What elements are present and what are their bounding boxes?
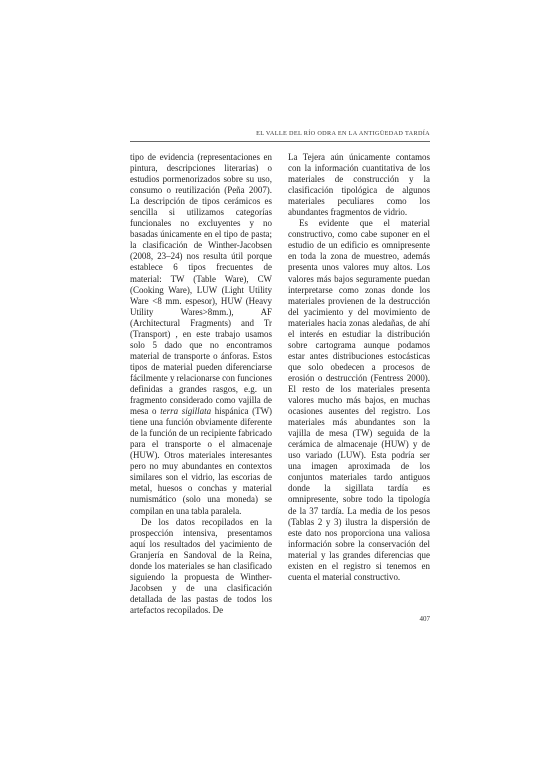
header-rule [130,141,430,142]
text-run: hispánica (TW) tiene una función obviamente diferente de la función de un recipiente fabricado para el transporte o el almacenaje (HUW). Otros materiales interesantes pero no muy abundantes en contextos similares son el vidrio, las escorias de metal, huesos o conchas y material numismático (solo una moneda) se compilan en una tabla paralela. [130,406,272,516]
left-column [130,152,272,616]
italic-term: terra sigillata [160,406,212,417]
page-number: 407 [419,615,430,623]
text-run: De los datos recopilados en la prospección intensiva, presentamos aquí los resultados del yacimiento de Granjería en Sandoval de la Reina, donde los materiales se han clasificado siguiendo la propuesta de Winther-Jacobsen y de una clasificación detallada de las pastas de todos los artefactos recopilados. De [130,516,272,615]
text-run: tipo de evidencia (representaciones en pintura, descripciones literarias) o estudios pormenorizados sobre su uso, consumo o reutilización (Peña 2007). La descripción de tipos cerámicos es sencilla si utilizamos categorías funcionales no excluyentes y no basadas únicamente en el tipo de pasta; la clasificación de Winther-Jacobsen (2008, 23–24) nos resulta útil porque establece 6 tipos frecuentes de material: TW (Table Ware), CW (Cooking Ware), LUW (Light Utility Ware <8 mm. espesor), HUW (Heavy Utility Wares>8mm.), AF (Architectural Fragments) and Tr (Transport) , en este trabajo usamos solo 5 dado que no encontramos material de transporte o ánforas. Estos tipos de material pueden diferenciarse fácilmente y relacionarse con funciones definidas a grandes rasgos, e.g. un fragmento considerado como vajilla de mesa o [130,152,272,417]
left-paragraph-2 [130,517,272,616]
running-header: EL VALLE DEL RÍO ODRA EN LA ANTIGÜEDAD TARDÍA [256,130,430,137]
right-paragraph-2: Es evidente que el material constructivo, como cabe suponer en el estudio de un edificio es omnipresente en toda la zona de muestreo, además presenta unos valores muy altos. Los valores más bajos seguramente puedan interpretarse como zonas donde los materiales provienen de la destrucción del yacimiento y del movimiento de materiales hacia zonas aledañas, de ahí el interés en estudiar la distribución sobre cartograma aunque podamos estar antes distribuciones estocásticas que solo obedecen a procesos de erosión o destrucción (Fentress 2000). El resto de los materiales presenta valores mucho más bajos, en muchas ocasiones ausentes del registro. Los materiales más abundantes son la vajilla de mesa (TW) seguida de la cerámica de almacenaje (HUW) y de uso variado (LUW). Esta podría ser una imagen aproximada de los conjuntos materiales tardo antiguos donde la sigillata tardía es omnipresente, sobre todo la tipología de la 37 tardía. La media de los pesos (Tablas 2 y 3) ilustra la dispersión de este dato nos proporciona una valiosa información sobre la conservación del material y las grandes diferencias que existen en el registro si tenemos en cuenta el material constructivo. [288,218,430,582]
right-paragraph-1: La Tejera aún únicamente contamos con la información cuantitativa de los materiales de construcción y la clasificación tipológica de algunos materiales peculiares como los abundantes fragmentos de vidrio. [288,152,430,218]
right-column [288,152,430,583]
left-paragraph-1 [130,152,272,517]
